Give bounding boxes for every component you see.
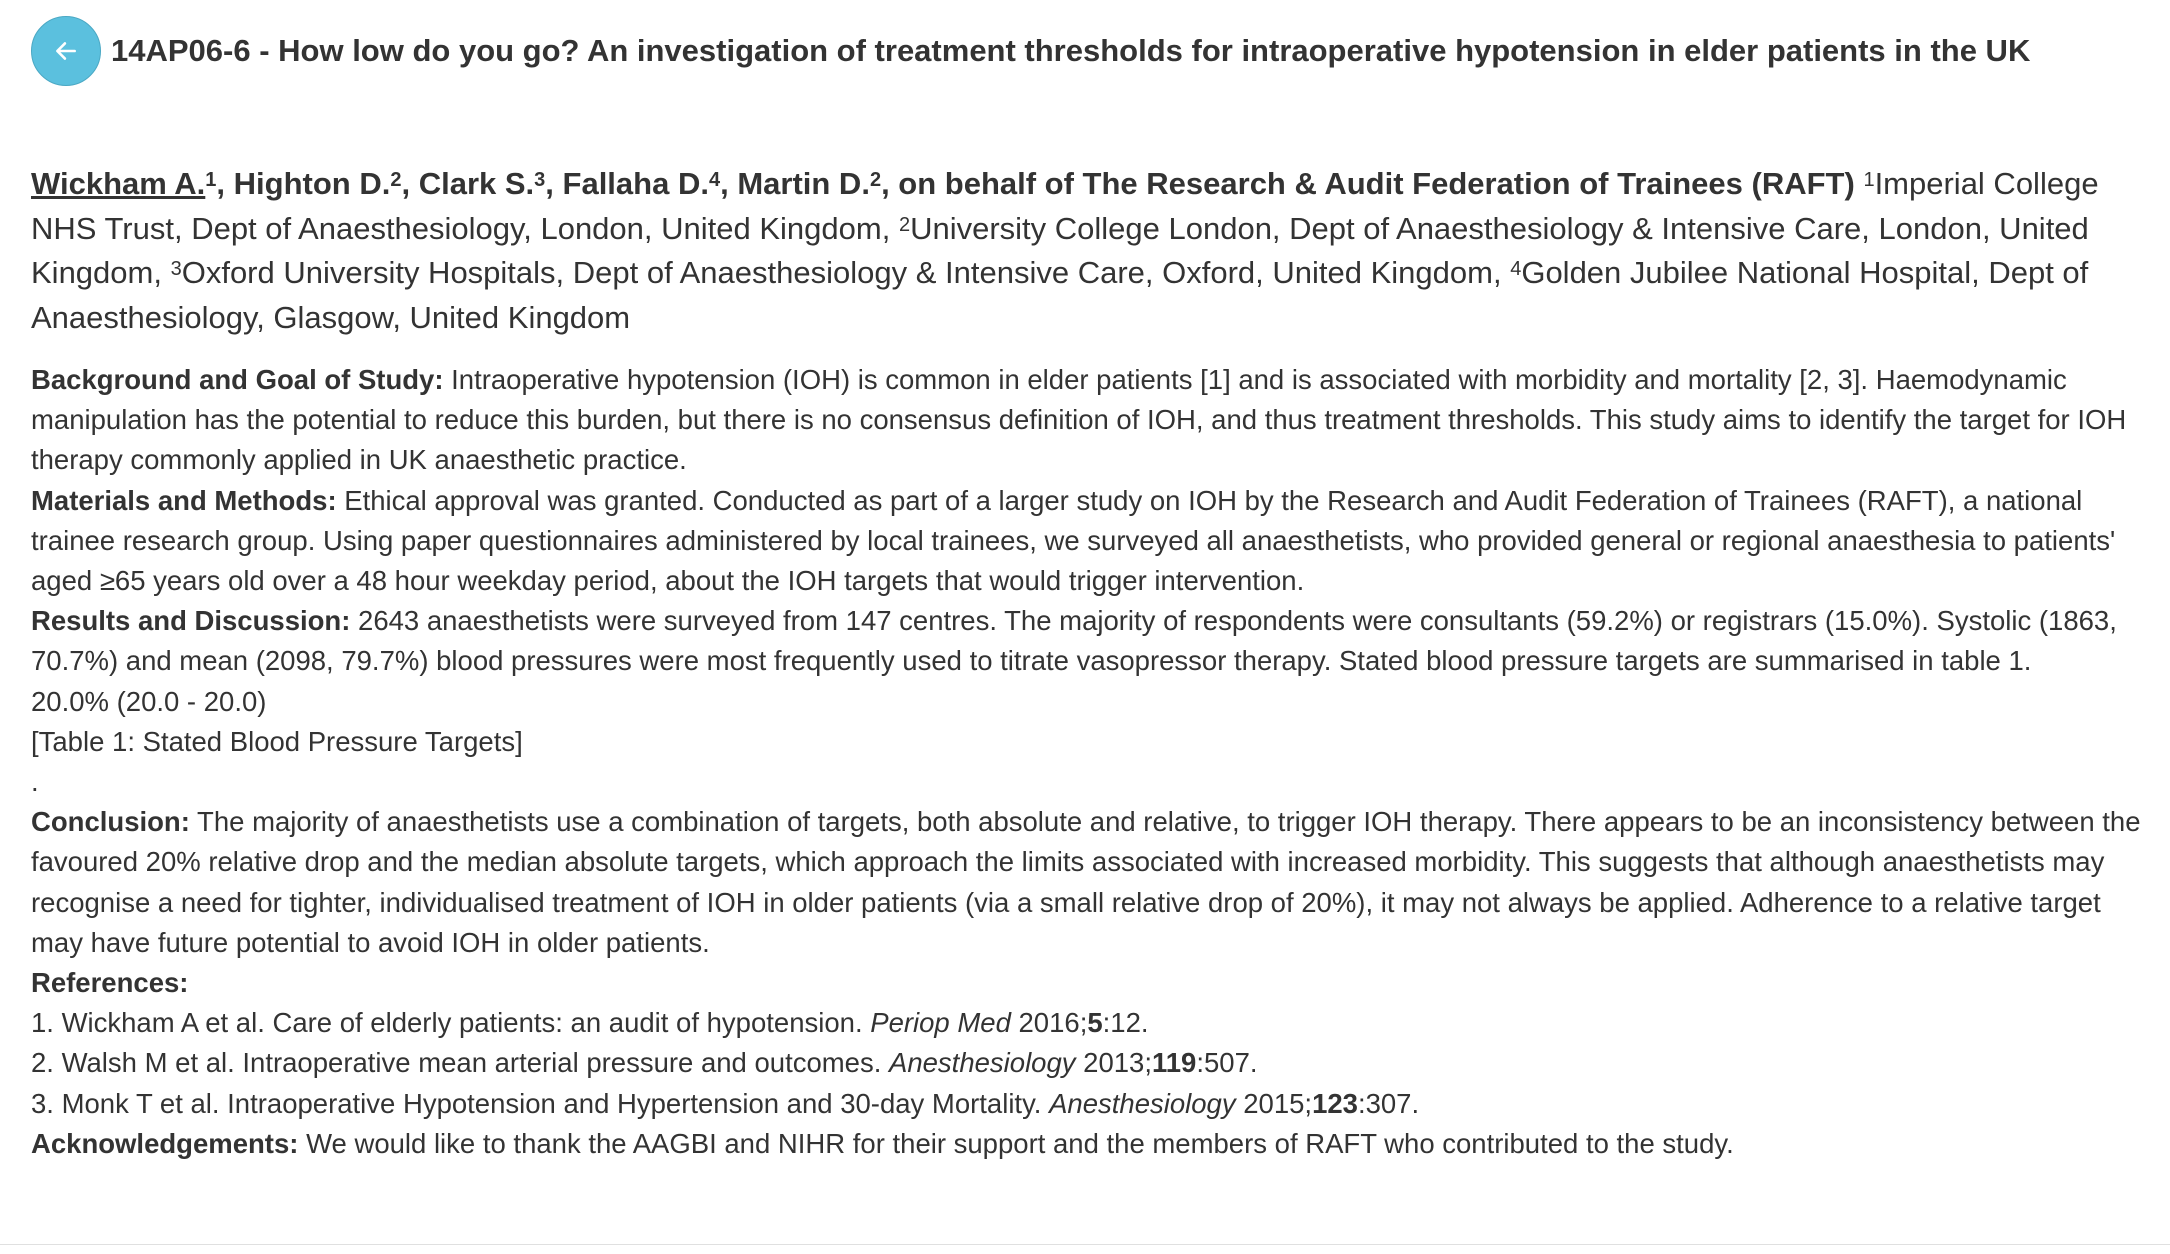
- affiliation-sup: 3: [170, 258, 182, 280]
- abstract-content: [31, 162, 2151, 1164]
- author-name[interactable]: Wickham A.: [31, 166, 206, 201]
- section-text: We would like to thank the AAGBI and NIHR for their support and the members of RAFT who contributed to the study.: [306, 1127, 1734, 1159]
- acknowledgements-section: [31, 1124, 2151, 1164]
- affiliation: University College London, Dept of Anaesthesiology & Intensive Care, London, United Kingdom,: [31, 210, 2089, 290]
- results-section: [31, 601, 2151, 681]
- affiliation: Oxford University Hospitals, Dept of Anaesthesiology & Intensive Care, Oxford, United Kingdom,: [181, 255, 1502, 290]
- affiliation: Golden Jubilee National Hospital, Dept of Anaesthesiology, Glasgow, United Kingdom: [31, 255, 2089, 335]
- author-sup: 1: [205, 169, 217, 191]
- author-group: on behalf of The Research & Audit Federation of Trainees (RAFT): [898, 166, 1855, 201]
- arrow-left-icon: [53, 38, 79, 64]
- affiliation-sup: 4: [1510, 258, 1522, 280]
- table-caption: [Table 1: Stated Blood Pressure Targets]: [31, 725, 523, 757]
- section-text: The majority of anaesthetists use a combination of targets, both absolute and relative, to trigger IOH therapy. There appears to be an inconsistency between the favoured 20% relative drop and the median absolute targets, which approach the limits associated with increased morbidity. This suggests that although anaesthetists may recognise a need for tighter, individualised treatment of IOH in older patients (via a small relative drop of 20%), it may not always be applied. Adherence to a relative target may have future potential to avoid IOH in older patients.: [31, 806, 2141, 958]
- section-label: Materials and Methods:: [31, 484, 337, 516]
- author-sup: 2: [390, 169, 402, 191]
- section-text: 2643 anaesthetists were surveyed from 147 centres. The majority of respondents were consultants (59.2%) or registrars (15.0%). Systolic (1863, 70.7%) and mean (2098, 79.7%) blood pressures were most frequently used to titrate vasopressor therapy. Stated blood pressure targets are summarised in table 1.: [31, 605, 2117, 677]
- section-label: Conclusion:: [31, 806, 190, 838]
- section-label: Acknowledgements:: [31, 1127, 299, 1159]
- page-title: 14AP06-6 - How low do you go? An investigation of treatment thresholds for intraoperative hypotension in elder patients in the UK: [111, 33, 2031, 68]
- author-name: Clark S.: [418, 166, 535, 201]
- affiliation-sup: 2: [898, 213, 911, 236]
- separator-dot: .: [31, 766, 39, 798]
- author-sup: 4: [708, 169, 721, 191]
- section-label: Results and Discussion:: [31, 605, 351, 637]
- author-sup: 3: [534, 169, 546, 191]
- author-sup: 2: [869, 169, 882, 191]
- reference-item: 1. Wickham A et al. Care of elderly patients: an audit of hypotension. Periop Med 2016;5:12.: [31, 1007, 1149, 1039]
- affiliation-sup: 1: [1863, 169, 1875, 191]
- divider: [0, 1244, 2170, 1245]
- author-name: Highton D.: [233, 166, 391, 201]
- background-section: [31, 360, 2151, 481]
- author-name: Fallaha D.: [562, 166, 709, 201]
- author-name: Martin D.: [737, 166, 870, 201]
- header: [31, 16, 2030, 86]
- conclusion-section: [31, 802, 2151, 963]
- abstract-body: [31, 360, 2151, 1164]
- methods-section: [31, 481, 2151, 602]
- section-text: Intraoperative hypotension (IOH) is common in elder patients [1] and is associated with morbidity and mortality [2, 3]. Haemodynamic manipulation has the potential to reduce this burden, but there is no consensus definition of IOH, and thus treatment thresholds. This study aims to identify the target for IOH therapy commonly applied in UK anaesthetic practice.: [31, 364, 2127, 476]
- reference-item: 2. Walsh M et al. Intraoperative mean arterial pressure and outcomes. Anesthesiology 2013;119:507.: [31, 1047, 1258, 1079]
- reference-item: 3. Monk T et al. Intraoperative Hypotension and Hypertension and 30-day Mortality. Anesthesiology 2015;123:307.: [31, 1087, 1420, 1119]
- section-label: Background and Goal of Study:: [31, 364, 444, 395]
- back-button[interactable]: [31, 16, 101, 86]
- affiliation: Imperial College NHS Trust, Dept of Anaesthesiology, London, United Kingdom,: [31, 166, 2099, 246]
- table-value: 20.0% (20.0 - 20.0): [31, 685, 267, 717]
- author-block: Wickham A.$^1$, Highton D.$^2$, Clark S.$^3$, Fallaha D.$^4$, Martin D.$^2$, on behalf of The Research & Audit Federation of Trainees (RAFT) $^1$Imperial College NHS Trust, Dept of Anaesthesiology, London, United Kingdom, $^2$University College London, Dept of Anaesthesiology & Intensive Care, London, United Kingdom, $^3$Oxford University Hospitals, Dept of Anaesthesiology & Intensive Care, Oxford, United Kingdom, $^4$Golden Jubilee National Hospital, Dept of Anaesthesiology, Glasgow, United Kingdom: [31, 166, 2099, 335]
- references-heading: References:: [31, 967, 189, 999]
- section-text: Ethical approval was granted. Conducted as part of a larger study on IOH by the Research and Audit Federation of Trainees (RAFT), a national trainee research group. Using paper questionnaires administered by local trainees, we surveyed all anaesthetists, who provided general or regional anaesthesia to patients' aged ≥65 years old over a 48 hour weekday period, about the IOH targets that would trigger intervention.: [31, 484, 2116, 597]
